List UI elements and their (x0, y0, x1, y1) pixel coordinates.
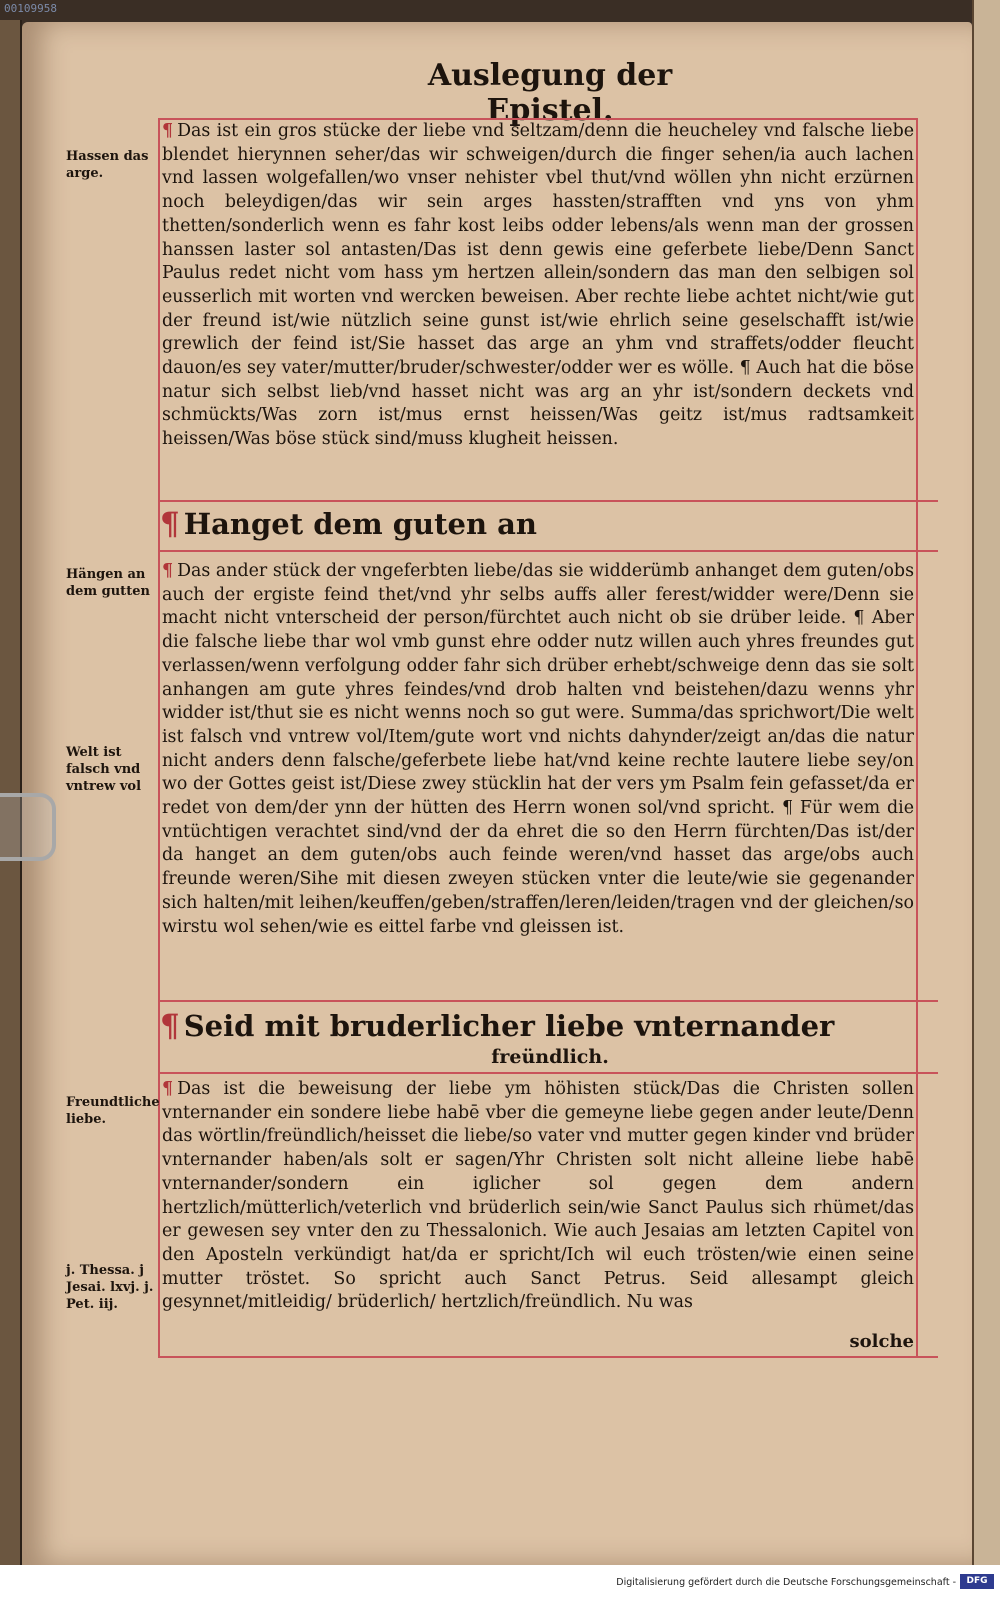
pilcrow: ¶ (162, 561, 174, 581)
margin-note: Freundtliche liebe. (66, 1095, 160, 1127)
pilcrow: ¶ (160, 1008, 180, 1044)
paragraph-text: Das ist ein gros stücke der liebe vnd seltzam/denn die heucheley vnd falsche liebe blendet hierynnen seher/das wir schweigen/durch die finger sehen/ia auch lachen vnd lassen wolgefallen/wo vnser nehister vbel thut/vnd wöllen yhn nicht erzürnen noch beleydigen/das wir sein arges hassten/strafften vnd yns von yhm thetten/sonderlich wenn es fahr kost leibs odder lebens/als wenn man der grossen hanssen laster sol antasten/Das ist denn gewis eine geferbete liebe/Denn Sanct Paulus redet nicht vom hass ym hertzen allein/sondern das man den selbigen sol eusserlich mit worten vnd wercken beweisen. Aber rechte liebe achtet nicht/wie gut der freund ist/wie nützlich seine gunst ist/wie ehrlich seine geselschafft ist/wie grewlich der feind ist/Sie hasset das arge an yhm vnd straffets/odder fleucht dauon/es sey vater/mutter/bruder/schwester/odder wer es wölle. ¶ Auch hat die böse natur sich selbst lieb/vnd hasset nicht was arg an yhr ist/sondern deckets vnd schmückts/Was zorn ist/mus ernst heissen/Was geitz ist/mus radtsamkeit heissen/Was böse stück sind/muss klugheit heissen. (162, 121, 914, 450)
margin-note: j. Thessa. j Jesai. lxvj. j. Pet. iij. (66, 1263, 154, 1312)
catchword: solche (849, 1331, 914, 1352)
digitization-credit: Digitalisierung gefördert durch die Deutsche Forschungsgemeinschaft - (616, 1577, 956, 1588)
section-rule (158, 500, 938, 502)
ruling-right (916, 118, 918, 1358)
section-heading (160, 1008, 940, 1044)
paragraph-1 (162, 120, 914, 452)
pilcrow: ¶ (162, 1079, 174, 1099)
page-clip (0, 793, 56, 861)
margin-note: Welt ist falsch vnd vntrew vol (66, 745, 142, 794)
heading-continuation: freündlich. (491, 1046, 609, 1068)
pilcrow: ¶ (160, 506, 180, 542)
heading-text: Seid mit bruderlicher liebe vnternander (183, 1009, 835, 1043)
ruling-bottom (158, 1356, 938, 1358)
section-rule (158, 1000, 938, 1002)
section-heading (160, 506, 940, 542)
id-stamp: 00109958 (4, 2, 57, 15)
paragraph-3 (162, 1078, 914, 1315)
margin-note: Hassen das arge. (66, 149, 149, 181)
pilcrow: ¶ (162, 121, 174, 141)
heading-rule (158, 1072, 938, 1074)
heading-rule (158, 550, 938, 552)
heading-text: Hanget dem guten an (183, 507, 538, 541)
paragraph-2 (162, 560, 914, 939)
ruling-left (158, 118, 160, 1358)
dfg-logo: DFG (960, 1574, 994, 1589)
facing-page-edge (972, 0, 1000, 1565)
running-title: Auslegung der Epistel. (427, 58, 673, 128)
paragraph-text: Das ist die beweisung der liebe ym höhisten stück/Das die Christen sollen vnternander ein sondere liebe habē vber die gemeyne liebe gegen ander leute/Denn das wörtlin/freündlich/heisset die liebe/so vater vnd mutter gegen kinder vnd brüder vnternander haben/als solt er sagen/Yhr Christen solt nicht alleine liebe habē vnternander/sondern ein iglicher sol gegen dem andern hertzlich/mütterlich/veterlich vnd brüderlich sein/wie Sanct Paulus sich rhümet/das er gewesen sey vnter den zu Thessalonich. Wie auch Jesaias am letzten Capitel von den Aposteln verkündigt hat/da er spricht/Ich wil euch trösten/wie einen seine mutter tröstet. So spricht auch Sanct Petrus. Seid allesampt gleich gesynnet/mitleidig/ brüderlich/ hertzlich/freündlich. Nu was (162, 1079, 914, 1313)
margin-note: Hängen an dem gutten (66, 567, 150, 599)
paragraph-text: Das ander stück der vngeferbten liebe/das sie widderümb anhanget dem guten/obs auch der ergiste feind thet/vnd yhr selbs auffs aller ferest/widder were/Denn sie macht nicht vnterscheid der person/fürchtet auch nicht ob sie drüber leide. ¶ Aber die falsche liebe thar wol vmb gunst ehre odder nutz willen auch yhres freundes gut verlassen/wenn verfolgung odder fahr sich drüber erhebt/schweige denn das sie solt anhangen am gute yhres feindes/vnd drob halten vnd beistehen/dazu wenns yhr widder ist/thut sie es nicht wenns noch so gut were. Summa/das sprichwort/Die welt ist falsch vnd vntrew vol/Item/gute wort vnd nichts dahynder/zeigt an/das die natur nicht anders denn falsche/geferbete liebe hat/vnd keine rechte lautere liebe sey/on wo der Gottes geist ist/Diese zwey stücklin hat der vers ym Psalm fein gefasset/da er redet von dem/der ynn der hütten des Herrn wonen sol/vnd spricht. ¶ Für wem die vntüchtigen verachtet sind/vnd der da ehret die so den Herrn fürchten/Das ist/der da hanget an dem guten/obs auch feinde weren/vnd hasset das arge/obs auch freunde weren/Sihe mit diesen zweyen stücken vnter die leute/wie sie gegenander sich halten/mit leihen/keuffen/geben/straffen/leren/leiden/tragen vnd der gleichen/so wirstu wol sehen/wie es eittel farbe vnd gleissen ist. (162, 561, 914, 937)
